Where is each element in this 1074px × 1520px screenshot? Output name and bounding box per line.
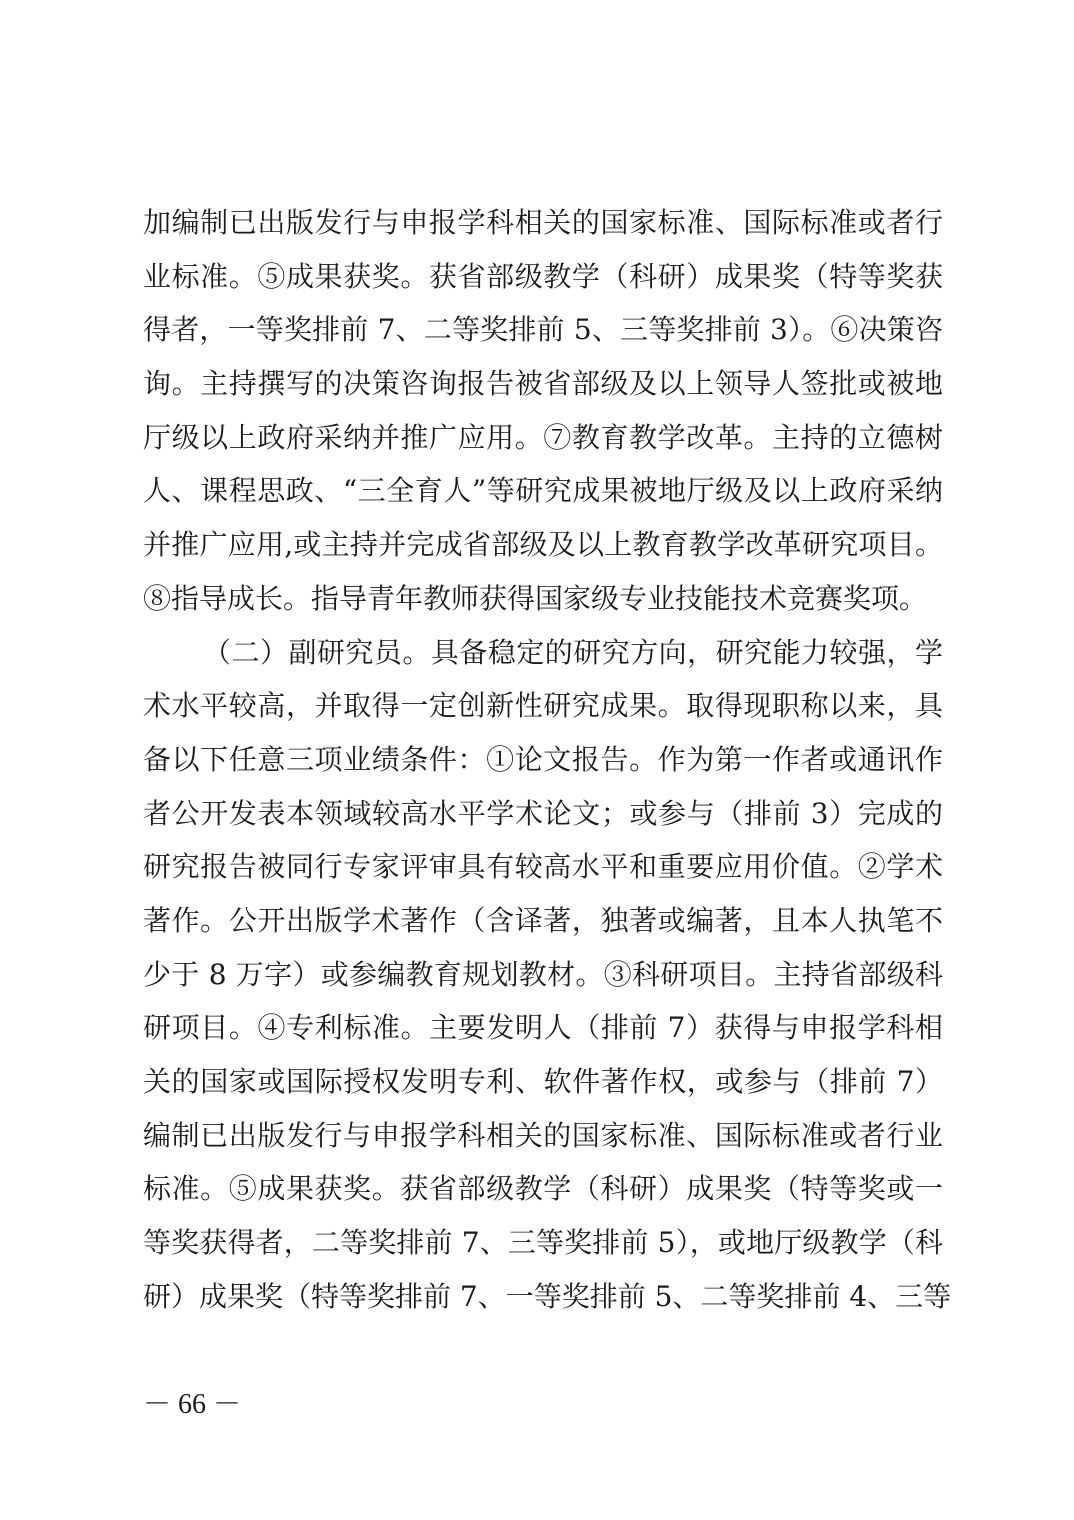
page-number: － 66 －	[143, 1389, 242, 1420]
text-line: 并推广应用,或主持并完成省部级及以上教育教学改革研究项目。	[143, 528, 943, 562]
text-line: 研究报告被同行专家评审具有较高水平和重要应用价值。②学术	[143, 850, 943, 884]
text-line: 术水平较高，并取得一定创新性研究成果。取得现职称以来，具	[143, 689, 943, 723]
text-line: 加编制已出版发行与申报学科相关的国家标准、国际标准或者行	[143, 206, 943, 239]
text-line: 研项目。④专利标准。主要发明人（排前 7）获得与申报学科相	[143, 1011, 943, 1045]
text-line: 厅级以上政府采纳并推广应用。⑦教育教学改革。主持的立德树	[143, 420, 943, 454]
section-heading-line: （二）副研究员。具备稳定的研究方向，研究能力较强，学	[203, 635, 943, 669]
text-line: 著作。公开出版学术著作（含译著，独著或编著，且本人执笔不	[143, 903, 943, 937]
text-line: 关的国家或国际授权发明专利、软件著作权，或参与（排前 7）	[143, 1065, 943, 1098]
text-line: 备以下任意三项业绩条件：①论文报告。作为第一作者或通讯作	[143, 742, 943, 776]
text-line: 标准。⑤成果获奖。获省部级教学（科研）成果奖（特等奖或一	[143, 1172, 943, 1206]
text-line: 等奖获得者，二等奖排前 7、三等奖排前 5），或地厅级教学（科	[143, 1226, 943, 1260]
text-line: 询。主持撰写的决策咨询报告被省部级及以上领导人签批或被地	[143, 367, 943, 401]
body-text	[143, 196, 952, 1323]
text-line: 少于 8 万字）或参编教育规划教材。③科研项目。主持省部级科	[143, 957, 943, 991]
text-line: 人、课程思政、“三全育人”等研究成果被地厅级及以上政府采纳	[143, 474, 943, 508]
text-line: 业标准。⑤成果获奖。获省部级教学（科研）成果奖（特等奖获	[143, 259, 943, 293]
text-line: 者公开发表本领域较高水平学术论文；或参与（排前 3）完成的	[143, 796, 943, 830]
text-line: ⑧指导成长。指导青年教师获得国家级专业技能技术竞赛奖项。	[143, 581, 928, 615]
text-line: 研）成果奖（特等奖排前 7、一等奖排前 5、二等奖排前 4、三等	[143, 1279, 952, 1313]
text-line: 得者，一等奖排前 7、二等奖排前 5、三等奖排前 3）。⑥决策咨	[143, 313, 943, 347]
text-line: 编制已出版发行与申报学科相关的国家标准、国际标准或者行业	[143, 1118, 943, 1152]
